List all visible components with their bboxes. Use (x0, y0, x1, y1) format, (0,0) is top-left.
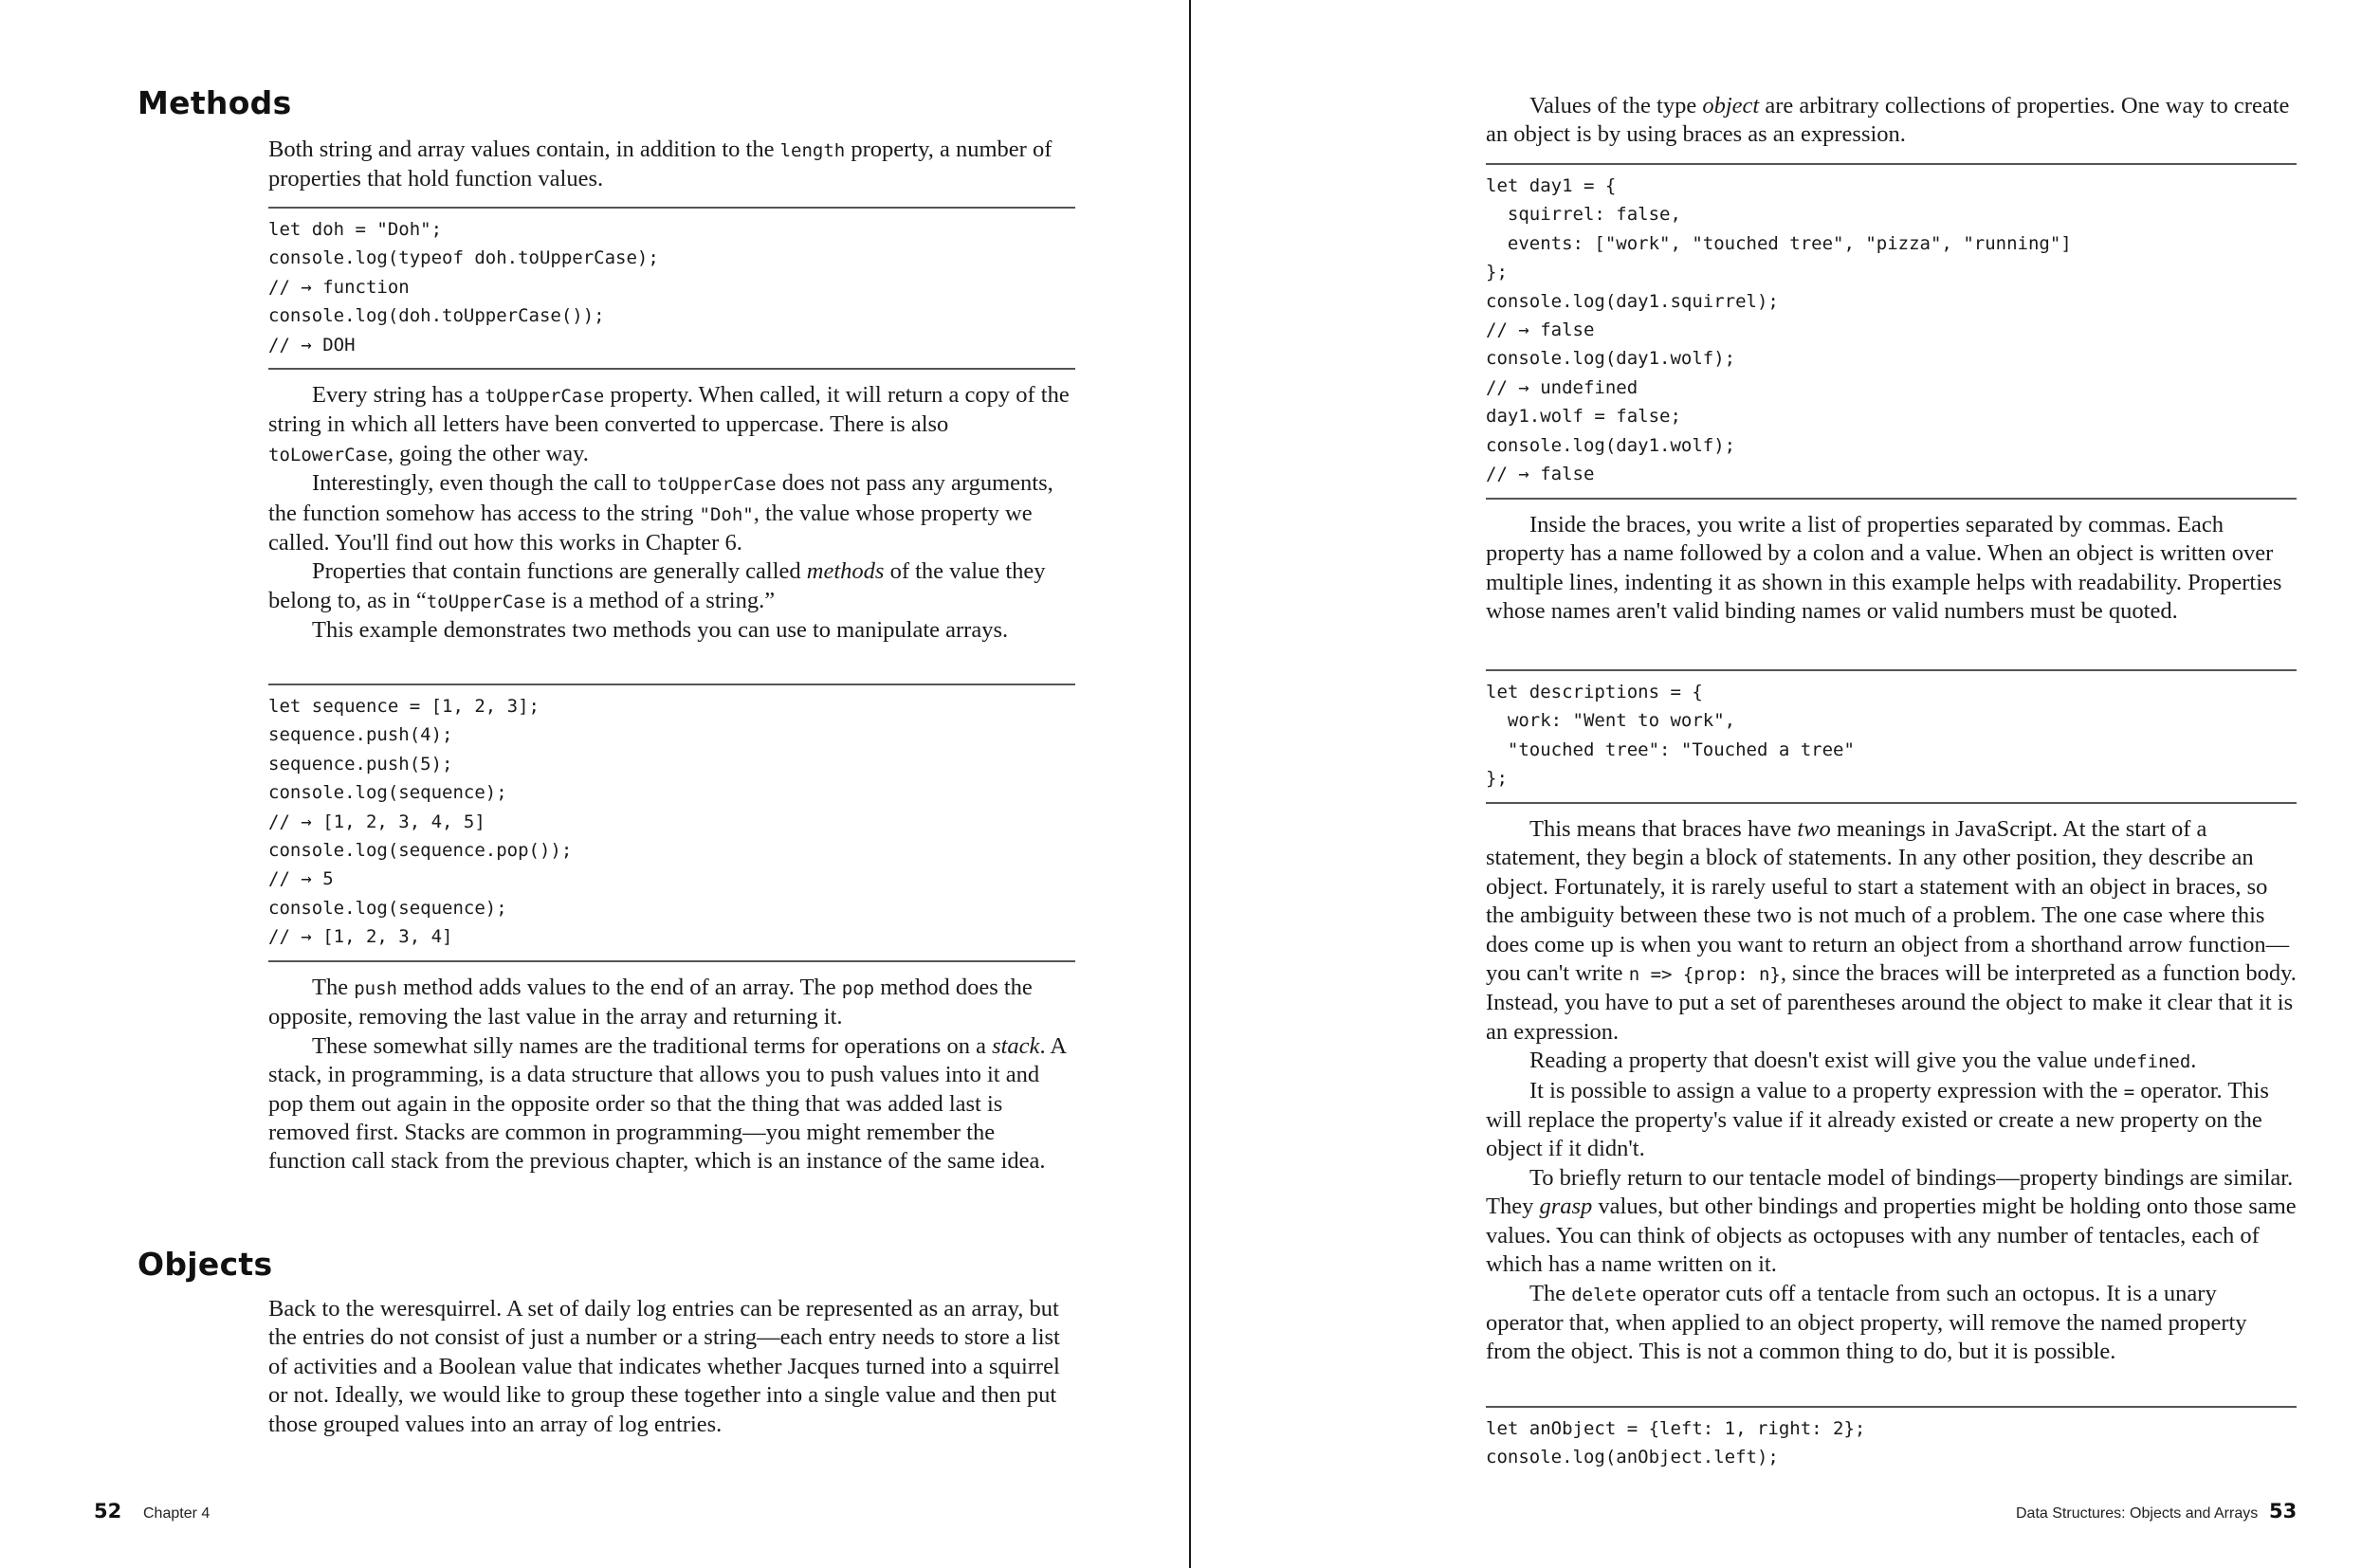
emphasis: two (1797, 816, 1831, 842)
code-line: let anObject = {left: 1, right: 2}; (1486, 1418, 1866, 1439)
text-run: , since the braces will be interpreted as a function body. Instead, you have to put a set of parentheses around the object to make it clear that it is an expression. (1486, 960, 2297, 1045)
code-block-sequence (268, 684, 1075, 962)
code-line: "touched tree": "Touched a tree" (1486, 738, 1855, 760)
paragraph-inside-braces: Inside the braces, you write a list of properties separated by commas. Each property has a name followed by a colon and a value. When an object is written over multiple lines, indenting it as shown in this example helps with readability. Properties whose names aren't valid binding names or valid numbers must be quoted. (1486, 512, 2282, 625)
emphasis: stack (992, 1032, 1040, 1059)
code-line: // → DOH (268, 334, 356, 356)
code-line: }; (1486, 262, 1508, 283)
paragraph-values-object (1486, 92, 2297, 150)
code-line: // → 5 (268, 868, 334, 890)
inline-code: toUpperCase (656, 474, 777, 496)
text-run: Values of the type (1529, 93, 1703, 119)
code-block-descriptions (1486, 669, 2297, 804)
section-heading-methods: Methods (137, 84, 292, 121)
text-run: Properties that contain functions are generally called (312, 558, 807, 585)
inline-code: toUpperCase (485, 386, 605, 407)
methods-body-text (268, 381, 1075, 646)
page-number: 53 (2269, 1500, 2298, 1522)
text-run: To briefly return to our tentacle model of bindings—property bindings are similar. They (1486, 1164, 2294, 1220)
emphasis: methods (806, 558, 885, 585)
inline-code: length (779, 140, 846, 161)
right-page (1191, 0, 2380, 1568)
text-run: property, a number of properties that hold function values. (268, 137, 1053, 192)
braces-text (1486, 511, 2297, 627)
code-line: work: "Went to work", (1486, 710, 1736, 732)
paragraph-tentacle (1486, 1164, 2297, 1280)
text-run: are arbitrary collections of properties. One way to create an object is by using braces as an expression. (1486, 93, 2290, 148)
text-run: These somewhat silly names are the traditional terms for operations on a (312, 1032, 993, 1059)
code-line: console.log(sequence); (268, 782, 507, 804)
code-line: // → undefined (1486, 376, 1639, 398)
code-line: events: ["work", "touched tree", "pizza", "running"] (1486, 232, 2072, 254)
objects-body-text (1486, 815, 2297, 1367)
code-line: // → false (1486, 463, 1595, 484)
inline-code: "Doh" (699, 503, 754, 525)
code-line: // → [1, 2, 3, 4] (268, 926, 453, 948)
paragraph-reading-property (1486, 1047, 2297, 1076)
text-run: . (2190, 1048, 2197, 1074)
text-run: is a method of a string.” (545, 587, 776, 613)
inline-code: push (354, 978, 397, 999)
text-run: values, but other bindings and properties might be holding onto those same values. You can think of objects as octopuses with any number of tentacles, each of which has a name written on it. (1486, 1194, 2297, 1278)
code-line: // → function (268, 276, 410, 298)
stack-body-text (268, 974, 1075, 1176)
code-block-doh (268, 207, 1075, 370)
paragraph-push (268, 974, 1075, 1032)
left-page (0, 0, 1189, 1568)
paragraph-braces-meanings (1486, 815, 2297, 1047)
text-run: Reading a property that doesn't exist will give you the value (1529, 1048, 2094, 1074)
text-run: method does the opposite, removing the last value in the array and returning it. (268, 975, 1033, 1030)
running-footer-chapter: Chapter 4 (143, 1505, 211, 1522)
inline-code: = (2123, 1081, 2135, 1103)
page-number: 52 (94, 1500, 122, 1522)
paragraph-touppercase (268, 381, 1075, 469)
text-run: The (312, 975, 355, 1000)
code-line: console.log(day1.squirrel); (1486, 290, 1779, 312)
inline-code: n => {prop: n} (1628, 964, 1781, 986)
code-line: console.log(anObject.left); (1486, 1447, 1779, 1468)
code-line: console.log(day1.wolf); (1486, 348, 1736, 370)
paragraph-silly-names (268, 1032, 1075, 1176)
emphasis: grasp (1539, 1194, 1593, 1220)
text-run: does not pass any arguments, the function somehow has access to the string (268, 470, 1053, 526)
code-line: let sequence = [1, 2, 3]; (268, 696, 540, 717)
paragraph-interestingly (268, 469, 1075, 557)
methods-intro-paragraph (268, 136, 1074, 194)
code-block-day1 (1486, 163, 2297, 500)
inline-code: toLowerCase (268, 444, 388, 465)
text-run: operator cuts off a tentacle from such an octopus. It is a unary operator that, when applied to an object property, will remove the named property from the object. This is not a common thing to do, but it is possible. (1486, 1280, 2247, 1365)
inline-code: undefined (2093, 1051, 2191, 1073)
objects-values-text (1486, 92, 2297, 150)
code-line: console.log(day1.wolf); (1486, 434, 1736, 456)
inline-code: delete (1571, 1284, 1637, 1305)
text-run: The (1529, 1280, 1572, 1306)
code-line: console.log(sequence.pop()); (268, 839, 573, 861)
section-heading-objects: Objects (137, 1246, 273, 1283)
text-run: property. When called, it will return a copy of the string in which all letters have been converted to uppercase. There is also (268, 382, 1070, 438)
inline-code: pop (841, 978, 875, 999)
text-run: This means that braces have (1529, 816, 1798, 842)
code-line: sequence.push(4); (268, 724, 453, 746)
text-run: It is possible to assign a value to a property expression with the (1529, 1077, 2124, 1103)
code-line: let day1 = { (1486, 175, 1617, 196)
paragraph-weresquirrel: Back to the weresquirrel. A set of daily log entries can be represented as an array, but the entries do not consist of just a number or a string—each entry needs to store a list of activities and a Boolean value that indicates whether Jacques turned into a squirrel or not. Ideally, we would like to group these together into a single value and then put those grouped values into an array of log entries. (268, 1296, 1060, 1437)
code-line: console.log(typeof doh.toUpperCase); (268, 247, 659, 269)
paragraph-properties (268, 557, 1075, 616)
code-line: // → [1, 2, 3, 4, 5] (268, 811, 485, 832)
code-line: console.log(sequence); (268, 897, 507, 919)
running-footer-chapter-title: Data Structures: Objects and Arrays (2016, 1505, 2259, 1522)
paragraph-assign (1486, 1077, 2297, 1164)
code-line: sequence.push(5); (268, 753, 453, 775)
code-line: console.log(doh.toUpperCase()); (268, 305, 605, 327)
objects-intro-text (268, 1295, 1075, 1439)
text-run: . A stack, in programming, is a data structure that allows you to push values into it and pop them out again in the opposite order so that the thing that was added last is removed first. Stacks are common in programming—you might remember the function call stack from the previous chapter, which is an instance of the same idea. (268, 1032, 1066, 1175)
inline-code: toUpperCase (426, 591, 546, 612)
code-line: day1.wolf = false; (1486, 406, 1681, 428)
emphasis: object (1702, 93, 1760, 119)
code-block-anobject (1486, 1406, 2297, 1480)
code-line: squirrel: false, (1486, 204, 1681, 226)
text-run: , going the other way. (387, 440, 589, 466)
text-run: method adds values to the end of an array. The (396, 975, 842, 1000)
paragraph-delete (1486, 1280, 2297, 1367)
text-run: operator. This will replace the property's value if it already existed or create a new property on the object if it didn't. (1486, 1077, 2269, 1162)
code-line: }; (1486, 768, 1508, 790)
text-run: Interestingly, even though the call to (312, 470, 657, 497)
text-run: of the value they belong to, as in “ (268, 558, 1046, 613)
text-run: , the value whose property we called. You'll find out how this works in Chapter 6. (268, 500, 1033, 556)
text-run: Every string has a (312, 382, 485, 408)
paragraph-example: This example demonstrates two methods you can use to manipulate arrays. (312, 617, 1009, 644)
text-run: meanings in JavaScript. At the start of a statement, they begin a block of statements. In any other position, they describe an object. Fortunately, it is rarely useful to start a statement with an object in braces, so the ambiguity between these two is not much of a problem. The one case where this does come up is when you want to return an object from a shorthand arrow function—you can't write (1486, 816, 2290, 987)
code-line: // → false (1486, 319, 1595, 340)
code-line: let doh = "Doh"; (268, 219, 443, 240)
text-run: Both string and array values contain, in addition to the (268, 137, 780, 162)
code-line: let descriptions = { (1486, 682, 1703, 702)
